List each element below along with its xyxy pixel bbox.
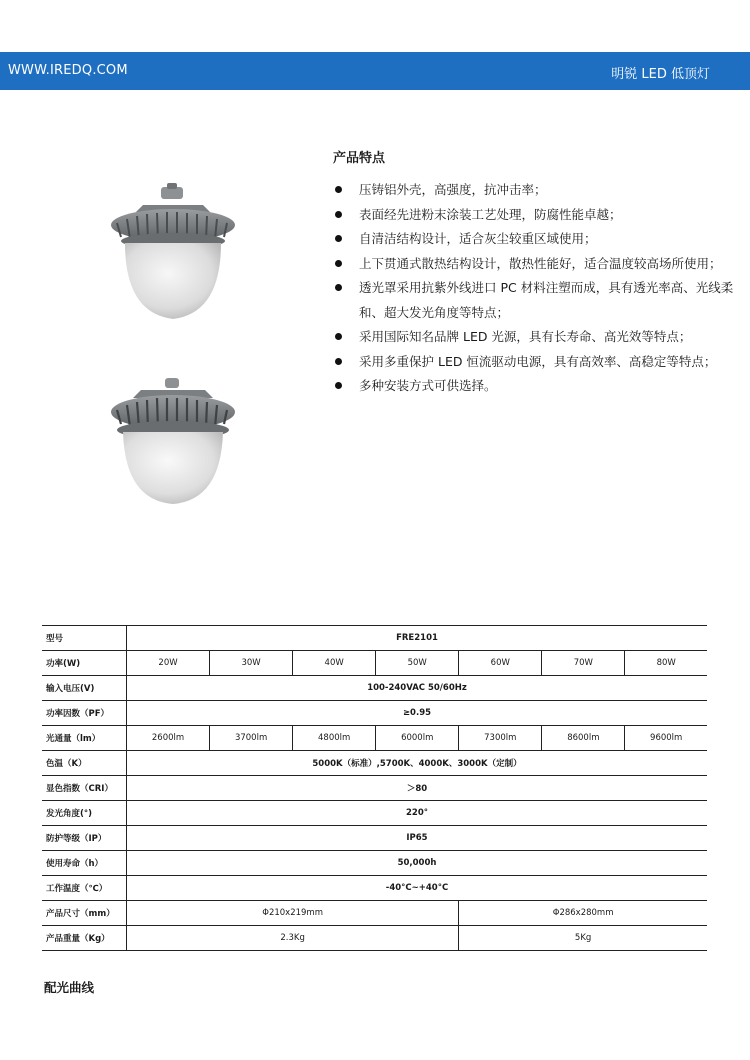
- table-row: [42, 651, 707, 676]
- spec-label: 产品尺寸（mm）: [42, 901, 127, 926]
- website-url[interactable]: WWW.IREDQ.COM: [8, 63, 128, 78]
- bullet-icon: [335, 186, 342, 193]
- bullet-icon: [335, 358, 342, 365]
- table-row: [42, 751, 707, 776]
- table-row: [42, 626, 707, 651]
- spec-value: 30W: [210, 651, 293, 676]
- spec-value: 80W: [625, 651, 707, 676]
- spec-value: 100-240VAC 50/60Hz: [127, 676, 708, 701]
- spec-value: 8600lm: [542, 726, 625, 751]
- feature-item: 压铸铝外壳，高强度，抗冲击率；: [333, 178, 743, 203]
- light-distribution-heading: 配光曲线: [44, 980, 95, 995]
- spec-value: 40W: [293, 651, 376, 676]
- spec-table: [42, 625, 707, 951]
- features-list: [333, 178, 743, 399]
- spec-value: 4800lm: [293, 726, 376, 751]
- lamp-product-image-small: [103, 376, 243, 506]
- spec-label: 发光角度(°): [42, 801, 127, 826]
- spec-value: FRE2101: [127, 626, 708, 651]
- page-top-margin: [0, 0, 750, 45]
- spec-value: Φ210x219mm: [127, 901, 459, 926]
- table-row: [42, 851, 707, 876]
- bullet-icon: [335, 260, 342, 267]
- spec-label: 功率因数（PF）: [42, 701, 127, 726]
- table-row: [42, 676, 707, 701]
- spec-value: 50,000h: [127, 851, 708, 876]
- features-heading: 产品特点: [333, 151, 386, 166]
- table-row: [42, 801, 707, 826]
- spec-value: Φ286x280mm: [459, 901, 707, 926]
- table-row: [42, 901, 707, 926]
- spec-value: 5Kg: [459, 926, 707, 951]
- spec-value: 20W: [127, 651, 210, 676]
- spec-label: 使用寿命（h）: [42, 851, 127, 876]
- bullet-icon: [335, 382, 342, 389]
- feature-item: 采用国际知名品牌 LED 光源，具有长寿命、高光效等特点；: [333, 325, 743, 350]
- table-row: [42, 726, 707, 751]
- spec-value: ≥0.95: [127, 701, 708, 726]
- spec-value: 5000K（标准）,5700K、4000K、3000K（定制）: [127, 751, 708, 776]
- product-name: 明锐 LED 低顶灯: [611, 67, 710, 82]
- spec-label: 显色指数（CRI）: [42, 776, 127, 801]
- spec-label: 功率(W): [42, 651, 127, 676]
- table-row: [42, 826, 707, 851]
- spec-value: 220°: [127, 801, 708, 826]
- spec-value: ＞80: [127, 776, 708, 801]
- spec-value: 7300lm: [459, 726, 542, 751]
- spec-label: 光通量（lm）: [42, 726, 127, 751]
- feature-item: 自清洁结构设计，适合灰尘较重区域使用；: [333, 227, 743, 252]
- spec-value: 9600lm: [625, 726, 707, 751]
- table-row: [42, 876, 707, 901]
- feature-item: 上下贯通式散热结构设计，散热性能好，适合温度较高场所使用；: [333, 252, 743, 277]
- table-row: [42, 926, 707, 951]
- spec-value: 70W: [542, 651, 625, 676]
- spec-value: 50W: [376, 651, 459, 676]
- spec-value: 2600lm: [127, 726, 210, 751]
- spec-value: 60W: [459, 651, 542, 676]
- lamp-product-image-large: [103, 183, 243, 323]
- page-header-bar: [0, 52, 750, 90]
- feature-item: 表面经先进粉末涂装工艺处理，防腐性能卓越；: [333, 203, 743, 228]
- spec-value: -40°C~+40°C: [127, 876, 708, 901]
- table-row: [42, 701, 707, 726]
- spec-value: 6000lm: [376, 726, 459, 751]
- spec-label: 防护等级（IP）: [42, 826, 127, 851]
- bullet-icon: [335, 284, 342, 291]
- spec-value: 3700lm: [210, 726, 293, 751]
- feature-item: 透光罩采用抗紫外线进口 PC 材料注塑而成，具有透光率高、光线柔和、超大发光角度等特点；: [333, 276, 743, 325]
- feature-item: 采用多重保护 LED 恒流驱动电源，具有高效率、高稳定等特点；: [333, 350, 743, 375]
- bullet-icon: [335, 333, 342, 340]
- spec-label: 色温（K）: [42, 751, 127, 776]
- spec-label: 输入电压(V): [42, 676, 127, 701]
- bullet-icon: [335, 235, 342, 242]
- spec-label: 工作温度（℃）: [42, 876, 127, 901]
- bullet-icon: [335, 211, 342, 218]
- spec-value: 2.3Kg: [127, 926, 459, 951]
- spec-label: 产品重量（Kg）: [42, 926, 127, 951]
- feature-item: 多种安装方式可供选择。: [333, 374, 743, 399]
- spec-label: 型号: [42, 626, 127, 651]
- table-row: [42, 776, 707, 801]
- spec-value: IP65: [127, 826, 708, 851]
